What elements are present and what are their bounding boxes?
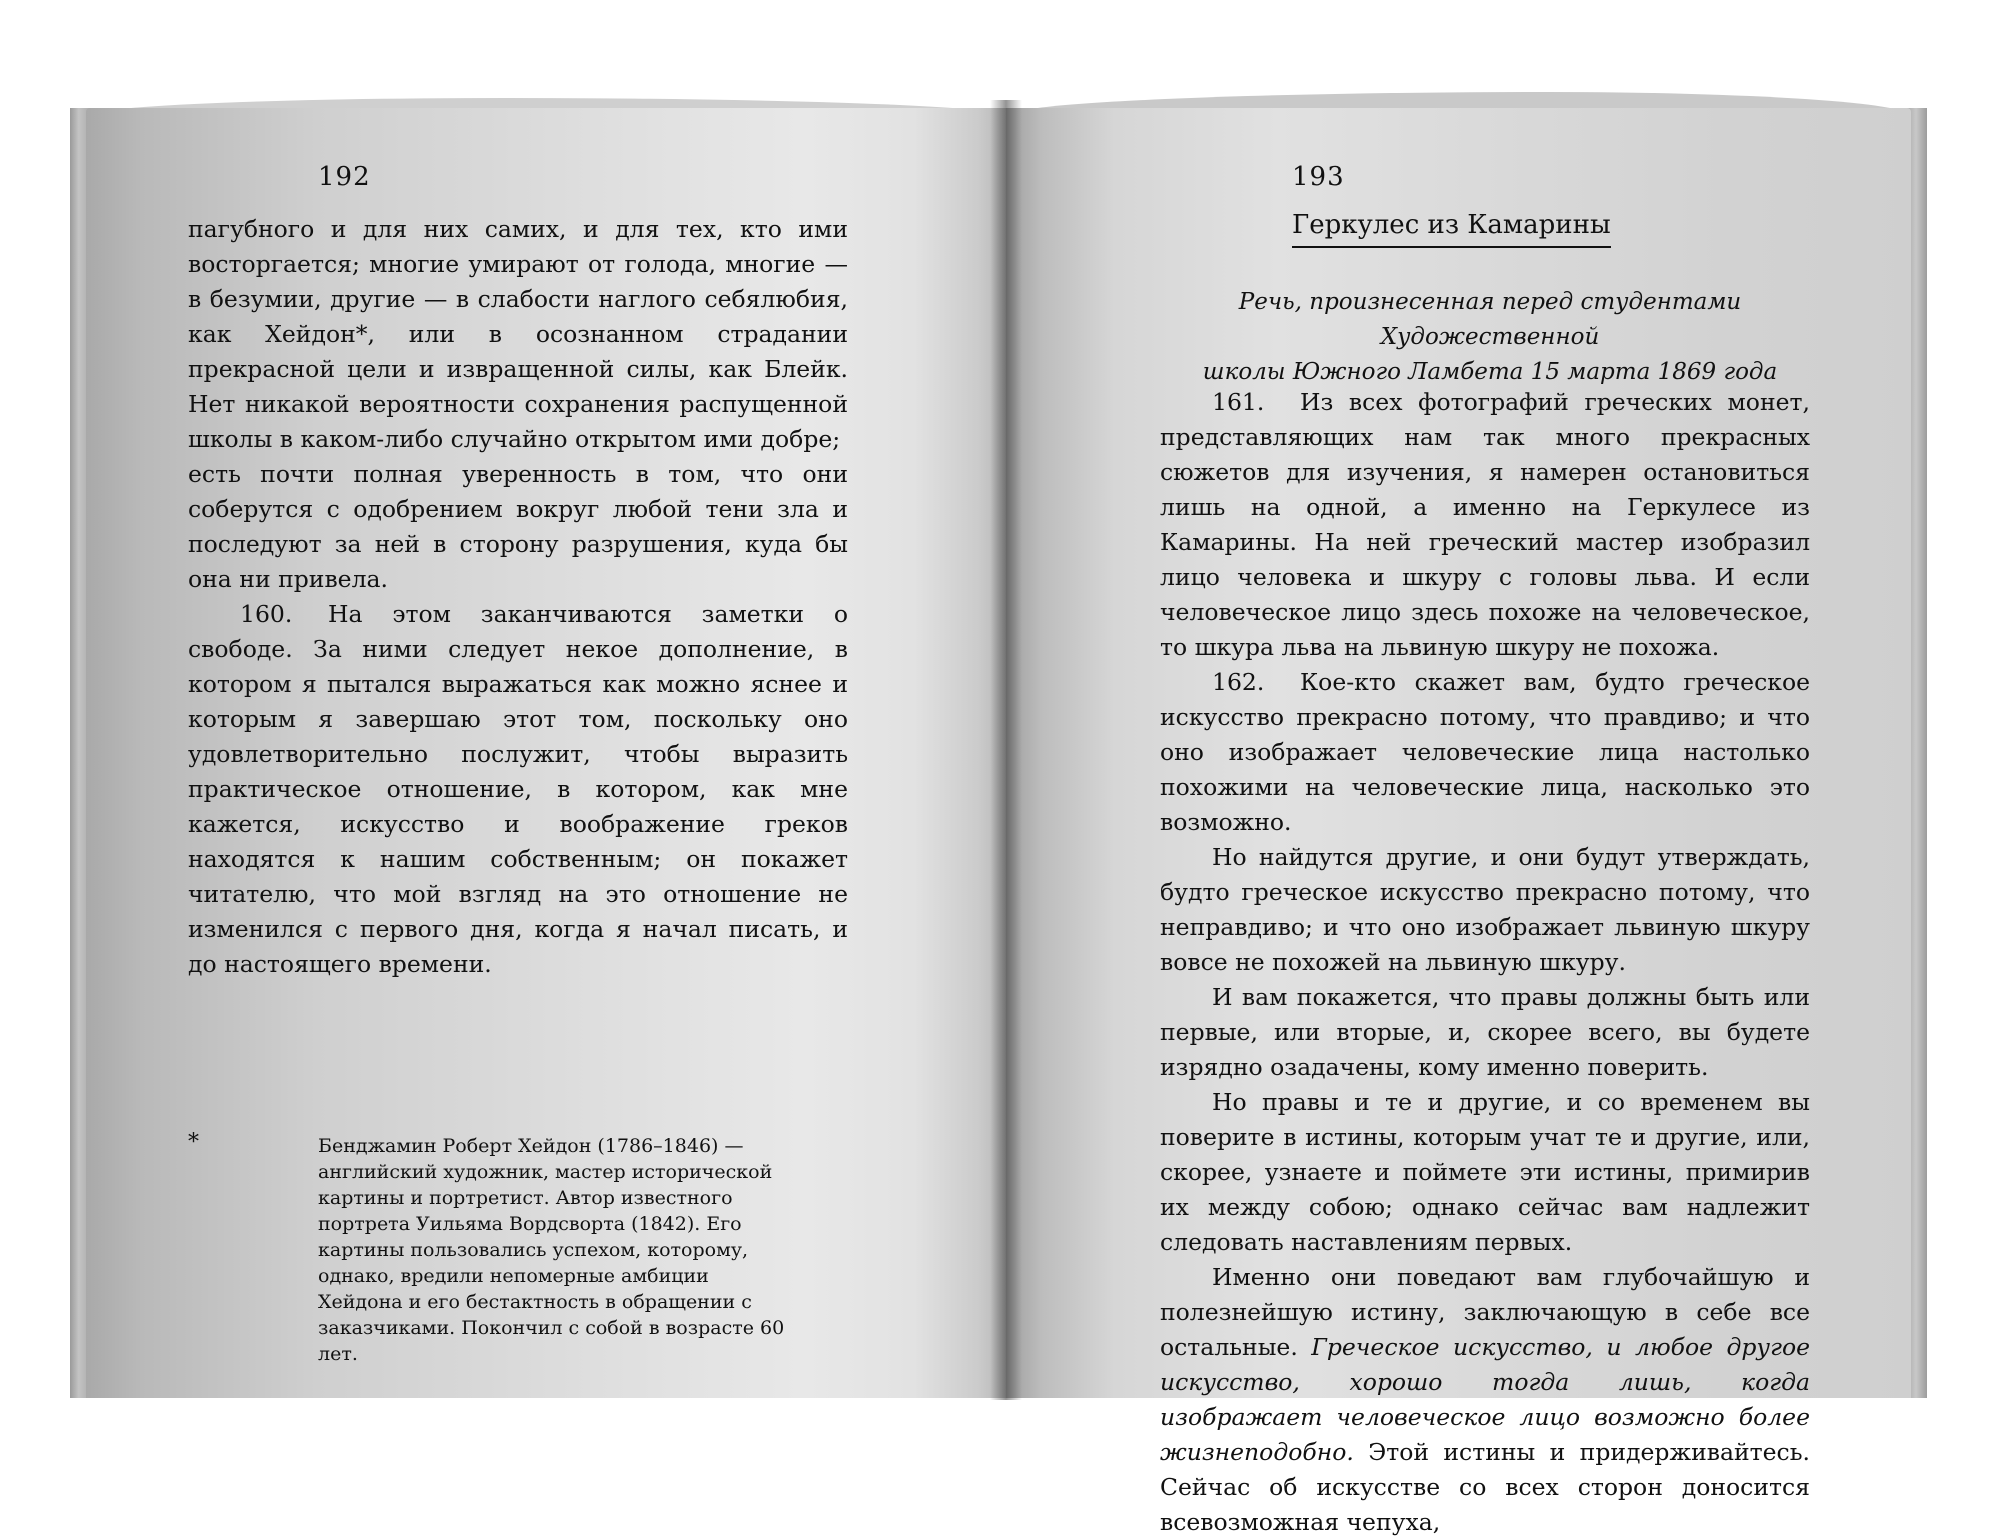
subtitle-line-1: Речь, произнесенная перед студентами Художественной	[1238, 289, 1742, 350]
paragraph-others: Но найдутся другие, и они будут утверждать, будто греческое искусство прекрасно потому, что неправдиво; и что оно изображает львиную шкуру вовсе не похожей на львиную шкуру.	[1160, 843, 1810, 976]
paragraph-162-number: 162.	[1212, 668, 1265, 696]
paragraph-160	[188, 597, 848, 982]
left-paragraph-continued: пагубного и для них самих, и для тех, кто ими восторгается; многие умирают от голода, многие — в безумии, другие — в слабости наглого себялюбия, как Хейдон*, или в осознанном страдании прекрасной цели и извращенной силы, как Блейк. Нет никакой вероятности сохранения распущенной школы в каком-либо случайно открытом ими добре;	[188, 215, 848, 453]
paragraph-choice: И вам покажется, что правы должны быть или первые, или вторые, и, скорее всего, вы будете изрядно озадачены, кому именно поверить.	[1160, 983, 1810, 1081]
paragraph-161	[1160, 385, 1810, 665]
left-page-body	[188, 212, 848, 982]
paragraph-truth-start: Именно они поведают вам глубочайшую и полезнейшую истину, заключающую в себе все остальные.	[1160, 1263, 1810, 1361]
paragraph-160-text: На этом заканчиваются заметки о свободе. За ними следует некое дополнение, в котором я пытался выражаться как можно яснее и которым я завершаю этот том, поскольку оно удовлетворительно послужит, чтобы выразить практическое отношение, в котором, как мне кажется, искусство и воображение греков находятся к нашим собственным; он покажет читателю, что мой взгляд на это отношение не изменился с первого дня, когда я начал писать, и до настоящего времени.	[188, 600, 848, 978]
paragraph-161-number: 161.	[1212, 388, 1265, 416]
paragraph-161-text: Из всех фотографий греческих монет, представляющих нам так много прекрасных сюжетов для изучения, я намерен остановиться лишь на одной, а именно на Геркулесе из Камарины. На ней греческий мастер изобразил лицо человека и шкуру с головы льва. И если человеческое лицо здесь похоже на человеческое, то шкура льва на львиную шкуру не похожа.	[1160, 388, 1810, 661]
paragraph-truth-end: Этой истины и придерживайтесь. Сейчас об искусстве со всех сторон доносится всевозможная чепуха,	[1160, 1438, 1810, 1536]
paragraph-162-text: Кое-кто скажет вам, будто греческое искусство прекрасно потому, что правдиво; и что оно изображает человеческие лица настолько похожими на человеческие лица, насколько это возможно.	[1160, 668, 1810, 836]
chapter-subtitle	[1150, 285, 1830, 390]
paragraph-162	[1160, 665, 1810, 840]
chapter-heading: Геркулес из Камарины	[1292, 210, 1611, 248]
left-paragraph-2: есть почти полная уверенность в том, что они соберутся с одобрением вокруг любой тени зла и последуют за ней в сторону разрушения, куда бы она ни привела.	[188, 460, 848, 593]
right-page-number: 193	[1292, 162, 1345, 192]
subtitle-line-2: школы Южного Ламбета 15 марта 1869 года	[1202, 359, 1778, 385]
footnote-text: Бенджамин Роберт Хейдон (1786–1846) — английский художник, мастер исторической картины и портретист. Автор известного портрета Уильяма Вордсворта (1842). Его картины пользовались успехом, которому, однако, вредили непомерные амбиции Хейдона и его бестактность в обращении с заказчиками. Покончил с собой в возрасте 60 лет.	[318, 1135, 785, 1365]
book-gutter	[990, 100, 1022, 1400]
left-page-number: 192	[318, 162, 371, 192]
paragraph-truth	[1160, 1260, 1810, 1540]
footnote-mark: *	[188, 1130, 199, 1155]
paragraph-truth-italic: Греческое искусство, и любое другое искусство, хорошо тогда лишь, когда изображает человеческое лицо возможно более жизнеподобно.	[1160, 1333, 1810, 1466]
paragraph-both-right: Но правы и те и другие, и со временем вы поверите в истины, которым учат те и другие, или, скорее, узнаете и поймете эти истины, примирив их между собою; однако сейчас вам надлежит следовать наставлениям первых.	[1160, 1088, 1810, 1256]
right-page-body	[1160, 385, 1810, 1540]
paragraph-160-number: 160.	[240, 600, 293, 628]
